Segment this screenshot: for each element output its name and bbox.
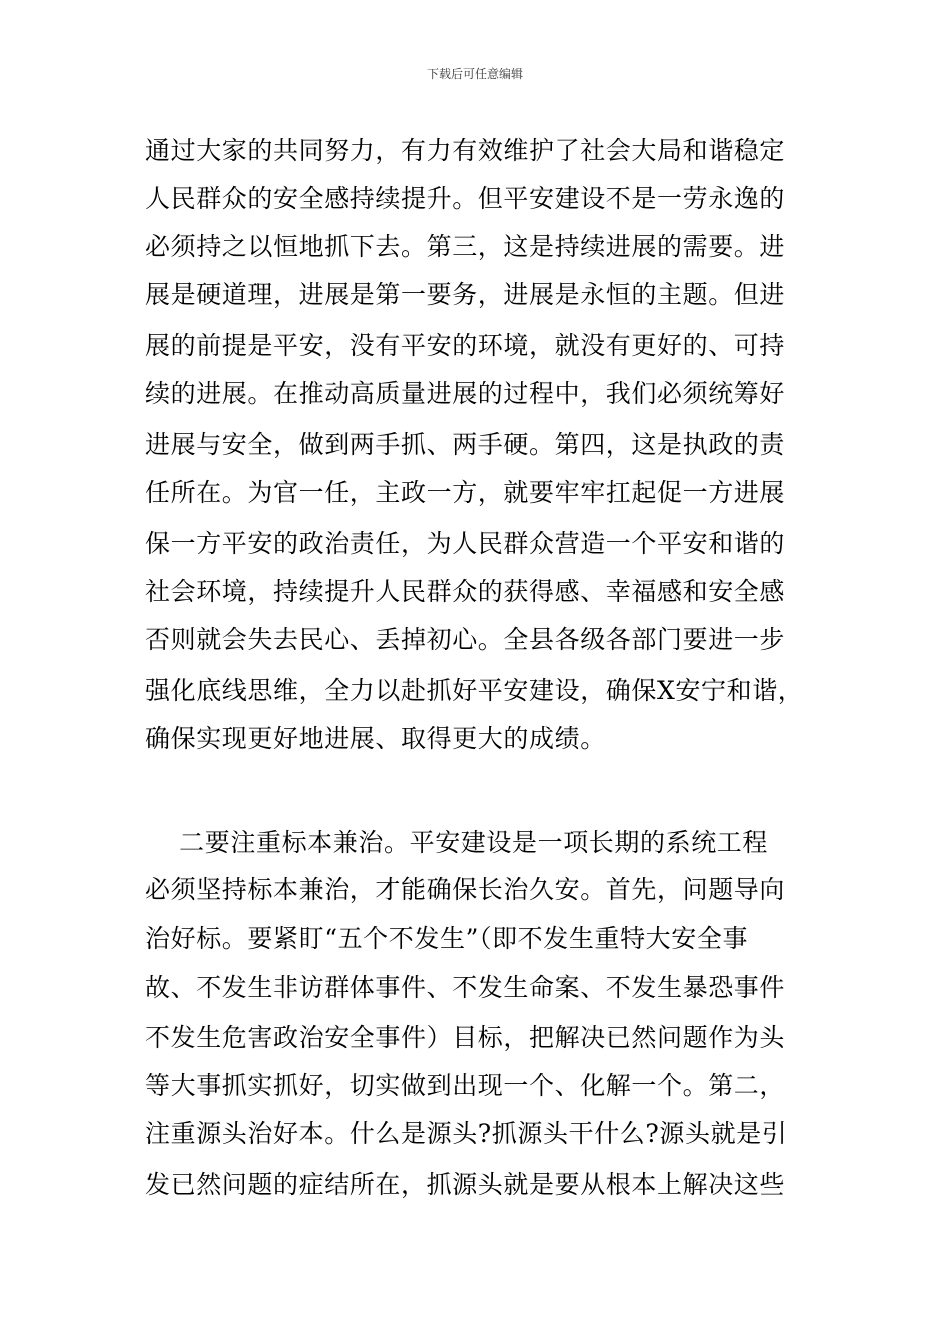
text-line: 等大事抓实抓好，切实做到出现一个、化解一个。第二， <box>145 1071 786 1100</box>
text-line: 社会环境，持续提升人民群众的获得感、幸福感和安全感 <box>145 577 786 606</box>
text-line: 注重源头治好本。什么是源头?抓源头干什么?源头就是引 <box>145 1119 788 1148</box>
text-line: 故、不发生非访群体事件、不发生命案、不发生暴恐事件 <box>145 973 786 1002</box>
text-line: 不发生危害政治安全事件）目标，把解决已然问题作为头 <box>145 1023 786 1052</box>
text-line: 展是硬道理，进展是第一要务，进展是永恒的主题。但进 <box>145 280 786 309</box>
text-line: 否则就会失去民心、丢掉初心。全县各级各部门要进一步 <box>145 625 786 654</box>
text-line: 通过大家的共同努力，有力有效维护了社会大局和谐稳定 <box>145 136 786 165</box>
page-header: 下载后可任意编辑 <box>426 67 523 81</box>
text-line: 保一方平安的政治责任，为人民群众营造一个平安和谐的 <box>145 529 786 558</box>
text-line: 续的进展。在推动高质量进展的过程中，我们必须统筹好 <box>145 379 786 408</box>
text-line: 人民群众的安全感持续提升。但平安建设不是一劳永逸的 <box>145 184 786 213</box>
text-line: 治好标。要紧盯“五个不发生”（即不发生重特大安全事 <box>145 924 749 953</box>
text-line: 必须坚持标本兼治，才能确保长治久安。首先，问题导向 <box>145 875 786 904</box>
text-line: 进展与安全，做到两手抓、两手硬。第四，这是执政的责 <box>145 430 786 459</box>
text-line: 发已然问题的症结所在，抓源头就是要从根本上解决这些 <box>145 1170 786 1199</box>
text-line: 确保实现更好地进展、取得更大的成绩。 <box>145 724 606 753</box>
text-line: 展的前提是平安，没有平安的环境，就没有更好的、可持 <box>145 331 786 360</box>
text-line: 二要注重标本兼治。平安建设是一项长期的系统工程 <box>145 828 768 857</box>
text-line: 强化底线思维，全力以赴抓好平安建设，确保X安宁和谐， <box>145 676 804 705</box>
text-line: 任所在。为官一任，主政一方，就要牢牢扛起促一方进展 <box>145 478 786 507</box>
text-line: 必须持之以恒地抓下去。第三，这是持续进展的需要。进 <box>145 232 786 261</box>
